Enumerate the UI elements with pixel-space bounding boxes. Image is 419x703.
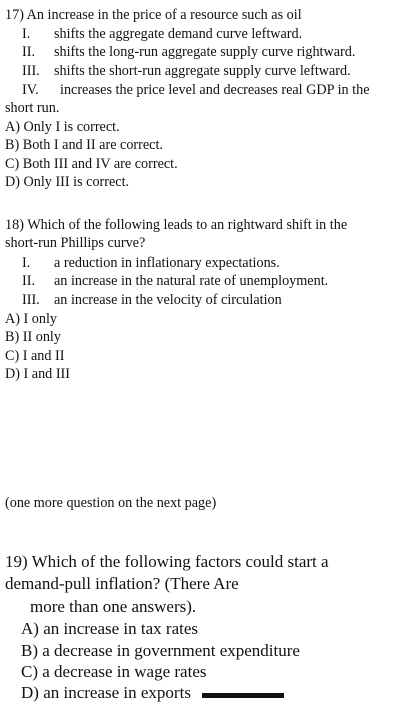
next-page-note: (one more question on the next page) (5, 495, 217, 511)
q18-stem-line1: 18) Which of the following leads to an rightward shift in the (5, 217, 348, 233)
q17-option-d: D) Only III is correct. (5, 174, 130, 190)
q18-option-c: C) I and II (5, 348, 65, 364)
q17-item-1-text: shifts the aggregate demand curve leftward. (54, 26, 303, 42)
q19-line2: demand-pull inflation? (There Are (5, 574, 239, 593)
q17-item-4-num: IV. (22, 82, 39, 98)
redaction-bar (202, 693, 284, 698)
q17-item-2-num: II. (22, 44, 35, 60)
q18-item-3-text: an increase in the velocity of circulation (54, 292, 282, 308)
q19-option-a: A) an increase in tax rates (21, 619, 198, 638)
q17-item-1-num: I. (22, 26, 31, 42)
q19-option-b: B) a decrease in government expenditure (21, 641, 300, 660)
q19-option-c: C) a decrease in wage rates (21, 662, 207, 681)
q18-item-3-num: III. (22, 292, 40, 308)
q17-option-a: A) Only I is correct. (5, 119, 120, 135)
q18-option-b: B) II only (5, 329, 61, 345)
q18-option-d: D) I and III (5, 366, 70, 382)
q18-item-1-text: a reduction in inflationary expectations. (54, 255, 280, 271)
q17-continuation: short run. (5, 100, 60, 116)
q17-item-3-num: III. (22, 63, 40, 79)
q17-option-c: C) Both III and IV are correct. (5, 156, 178, 172)
q17-stem: 17) An increase in the price of a resource such as oil (5, 7, 302, 23)
q18-option-a: A) I only (5, 311, 58, 327)
q18-item-2-num: II. (22, 273, 35, 289)
q17-item-2-text: shifts the long-run aggregate supply curve rightward. (54, 44, 356, 60)
q19-line3: more than one answers). (30, 597, 197, 616)
q17-item-4-text: increases the price level and decreases real GDP in the (60, 82, 370, 98)
q18-stem-line2: short-run Phillips curve? (5, 235, 146, 251)
q18-item-1-num: I. (22, 255, 31, 271)
q19-option-d: D) an increase in exports (21, 683, 191, 702)
q19-line1: 19) Which of the following factors could start a (5, 552, 329, 571)
q17-option-b: B) Both I and II are correct. (5, 137, 163, 153)
q17-item-3-text: shifts the short-run aggregate supply curve leftward. (54, 63, 351, 79)
q18-item-2-text: an increase in the natural rate of unemployment. (54, 273, 329, 289)
